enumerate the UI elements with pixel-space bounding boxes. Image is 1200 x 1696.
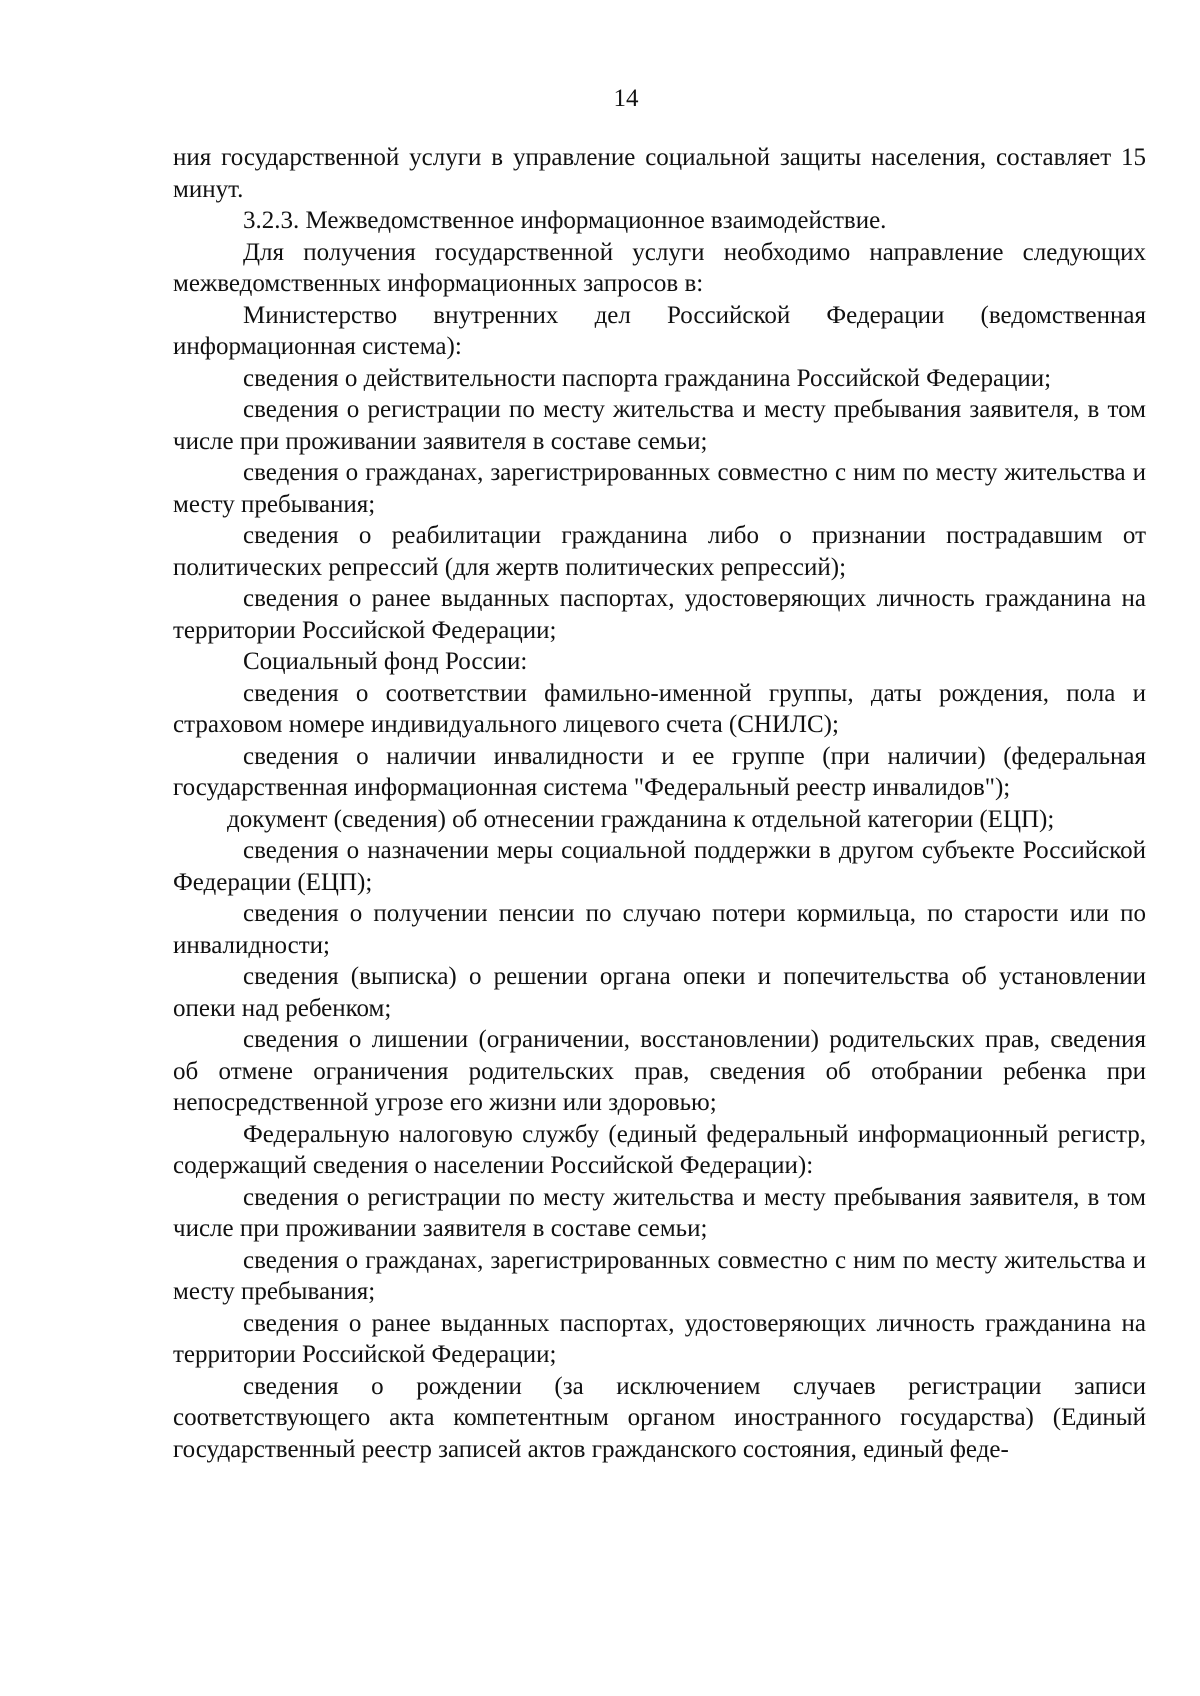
paragraph: Для получения государственной услуги необходимо направление следующих межведомственных информационных запросов в: — [173, 238, 1146, 297]
list-item: сведения о наличии инвалидности и ее группе (при наличии) (федеральная государственная информационная система "Федеральный реестр инвалидов"); — [173, 742, 1146, 801]
agency-heading: Федеральную налоговую службу (единый федеральный информационный регистр, содержащий сведения о населении Российской Федерации): — [173, 1120, 1146, 1179]
list-item: сведения о получении пенсии по случаю потери кормильца, по старости или по инвалидности; — [173, 900, 1146, 959]
section-heading: 3.2.3. Межведомственное информационное взаимодействие. — [243, 207, 887, 234]
agency-heading: Социальный фонд России: — [243, 648, 528, 675]
list-item: сведения о соответствии фамильно-именной группы, даты рождения, пола и страховом номере индивидуального лицевого счета (СНИЛС); — [173, 679, 1146, 738]
list-item: сведения о регистрации по месту жительства и месту пребывания заявителя, в том числе при проживании заявителя в составе семьи; — [173, 1183, 1146, 1242]
list-item: сведения о ранее выданных паспортах, удостоверяющих личность гражданина на территории Российской Федерации; — [173, 585, 1146, 644]
list-item: сведения о рождении (за исключением случаев регистрации записи соответствующего акта компетентным органом иностранного государства) (Единый государственный реестр записей актов гражданского состояния, единый феде- — [173, 1372, 1146, 1463]
list-item: сведения о лишении (ограничении, восстановлении) родительских прав, сведения об отмене ограничения родительских прав, сведения об отобрании ребенка при непосредственной угрозе его жизни или здоровью; — [173, 1026, 1146, 1116]
list-item: сведения о ранее выданных паспортах, удостоверяющих личность гражданина на территории Российской Федерации; — [173, 1309, 1146, 1368]
list-item: сведения о гражданах, зарегистрированных совместно с ним по месту жительства и месту пребывания; — [173, 459, 1146, 518]
list-item: сведения о регистрации по месту жительства и месту пребывания заявителя, в том числе при проживании заявителя в составе семьи; — [173, 396, 1146, 455]
page-number: 14 — [613, 85, 639, 112]
paragraph: ния государственной услуги в управление социальной защиты населения, составляет 15 минут. — [173, 144, 1146, 203]
list-item: сведения о назначении меры социальной поддержки в другом субъекте Российской Федерации (ЕЦП); — [173, 837, 1146, 896]
list-item: сведения о гражданах, зарегистрированных совместно с ним по месту жительства и месту пребывания; — [173, 1246, 1146, 1305]
document-body — [173, 142, 1146, 1465]
agency-heading: Министерство внутренних дел Российской Федерации (ведомственная информационная система): — [173, 301, 1146, 360]
list-item: сведения о реабилитации гражданина либо о признании пострадавшим от политических репрессий (для жертв политических репрессий); — [173, 522, 1146, 581]
list-item: сведения (выписка) о решении органа опеки и попечительства об установлении опеки над ребенком; — [173, 963, 1146, 1022]
list-item: сведения о действительности паспорта гражданина Российской Федерации; — [243, 364, 1052, 392]
list-item: документ (сведения) об отнесении гражданина к отдельной категории (ЕЦП); — [227, 805, 1055, 833]
